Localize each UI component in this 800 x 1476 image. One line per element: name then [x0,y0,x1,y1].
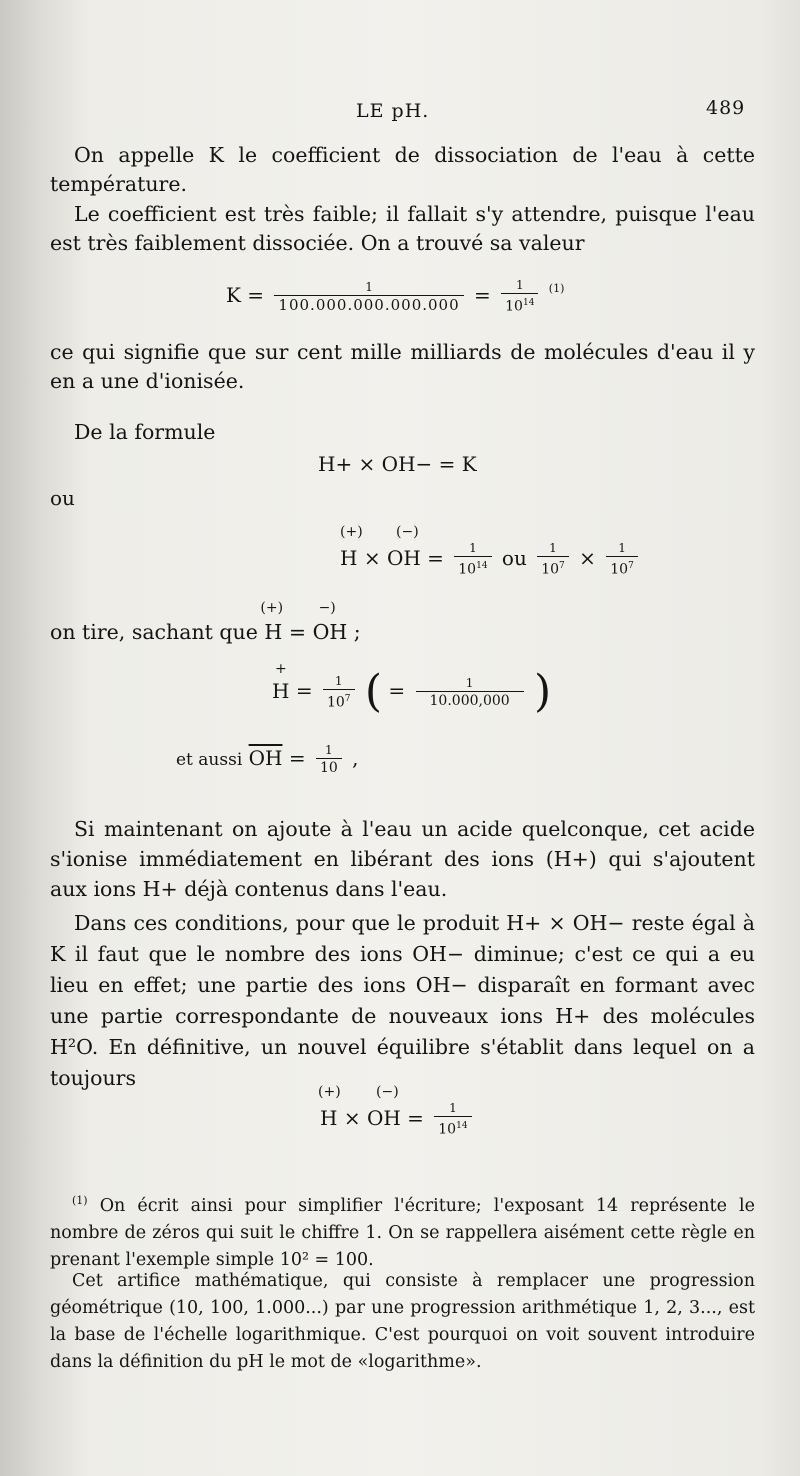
symbol-h: H [340,545,358,570]
equation-oh-value [176,742,359,777]
footnote-1 [50,1187,755,1274]
paragraph-meaning [50,338,755,396]
paragraph-formula-intro [50,418,755,447]
symbol-oh: OH [312,620,348,644]
paragraph-text: ce qui signifie que sur cent mille milliards de molécules d'eau il y en a une d'ionisée. [50,340,755,393]
equals-sign: = [388,678,406,703]
symbol-oh: OH [386,545,421,570]
equation-h-value [272,660,552,717]
paragraph-text: Si maintenant on ajoute à l'eau un acide quelconque, cet acide s'ionise immédiatement en libérant des ions (H+) qui s'ajoutent aux ions H+ déjà contenus dans l'eau. [50,817,755,901]
equation-ion-product [340,524,642,579]
fraction: $\frac{1}{10^{14}}$ [434,1100,471,1139]
fraction-denominator: 100.000.000.000.000 [274,295,463,314]
footnote-text: Cet artifice mathématique, qui consiste à remplacer une progression géométrique (10, 100, 1.000...) par une progression arithmétique 1, 2, 3..., est la base de l'échelle logarithmique. C'est pourquoi on voit souvent introduire dans la définition du pH le mot de «logarithme». [50,1271,755,1372]
word-ou: ou [501,545,527,570]
charge-minus: −) [318,600,336,616]
paragraph-text: De la formule [74,420,216,444]
equals-sign: = [427,545,444,570]
close-paren: ) [534,666,552,717]
paragraph-text: Dans ces conditions, pour que le produit H+ × OH− reste égal à K il faut que le nombre des ions OH− diminue; c'est ce qui a eu lieu en effet; une partie des ions OH− disparaît en formant avec une partie correspondante de nouveaux ions H+ des molécules H²O. En définitive, un nouvel équilibre s'établit dans lequel on a toujours [50,911,755,1090]
charge-plus: (+) [318,1084,341,1100]
page-number: 489 [706,97,746,119]
times-sign: × [363,545,381,570]
footnote-mark: (1) [72,1194,88,1207]
eq-lhs: K = [226,282,265,307]
fraction-power [501,277,538,316]
fraction: $\frac{1}{10^7}$ [323,673,355,712]
equation-k-value [226,277,564,316]
equals-sign: = [407,1105,424,1130]
fraction-denominator: $10^{14}$ [501,293,538,316]
equals-sign: = [288,620,307,644]
word-ou: ou [50,486,75,510]
paragraph-coefficient [50,200,755,258]
fraction-numerator: 1 [365,279,373,294]
equals-sign: = [295,678,313,703]
running-title: LE pH. [356,100,430,122]
times-sign: × [579,545,596,570]
eq-prefix: on tire, sachant que [50,620,258,644]
symbol-h: H [320,1105,338,1130]
equals-sign: = [474,282,491,307]
fraction: $\frac{1}{10^{14}}$ [454,540,491,579]
footnote-2 [50,1268,755,1376]
paragraph-equilibrium [50,908,755,1094]
charge-plus: (+) [260,600,284,616]
symbol-h: H [264,620,283,644]
times-sign: × [343,1105,361,1130]
paragraph-text: Le coefficient est très faible; il fallait s'y attendre, puisque l'eau est très faiblement dissociée. On a trouvé sa valeur [50,202,755,255]
paragraph-definition-k [50,141,755,199]
charge-minus: (−) [376,1084,399,1100]
open-paren: ( [364,666,383,717]
footnote-ref: (1) [548,281,565,295]
symbol-oh: OH [366,1105,401,1130]
equation-product: H+ × OH− = K [318,452,477,476]
paragraph-text: On appelle K le coefficient de dissociation de l'eau à cette température. [50,143,755,196]
symbol-oh: $\overline{OH}$ [248,746,283,770]
equation-ion-product-final [318,1084,476,1139]
fraction-large [274,279,463,314]
symbol-h: H [272,678,290,703]
eq-prefix: et aussi [176,750,243,770]
charge-plus: + [275,660,287,677]
equals-sign: = [288,746,306,770]
paragraph-acid [50,814,755,904]
fraction: $\frac{1}{10^7}$ [537,540,569,579]
fraction-numerator: 1 [515,278,524,292]
comma: , [352,746,359,770]
equation-equality-ions [50,600,361,644]
fraction: $\frac{1}{10.000,000}$ [416,675,524,710]
fraction: $\frac{1}{10}$ [316,742,342,777]
footnote-text: On écrit ainsi pour simplifier l'écriture; l'exposant 14 représente le nombre de zéros qui suit le chiffre 1. On se rappellera aisément cette règle en prenant l'exemple simple 10² = 100. [50,1195,755,1270]
semicolon: ; [353,620,361,644]
charge-plus: (+) [340,524,363,540]
fraction: $\frac{1}{10^7}$ [606,540,638,579]
charge-minus: (−) [396,524,419,540]
